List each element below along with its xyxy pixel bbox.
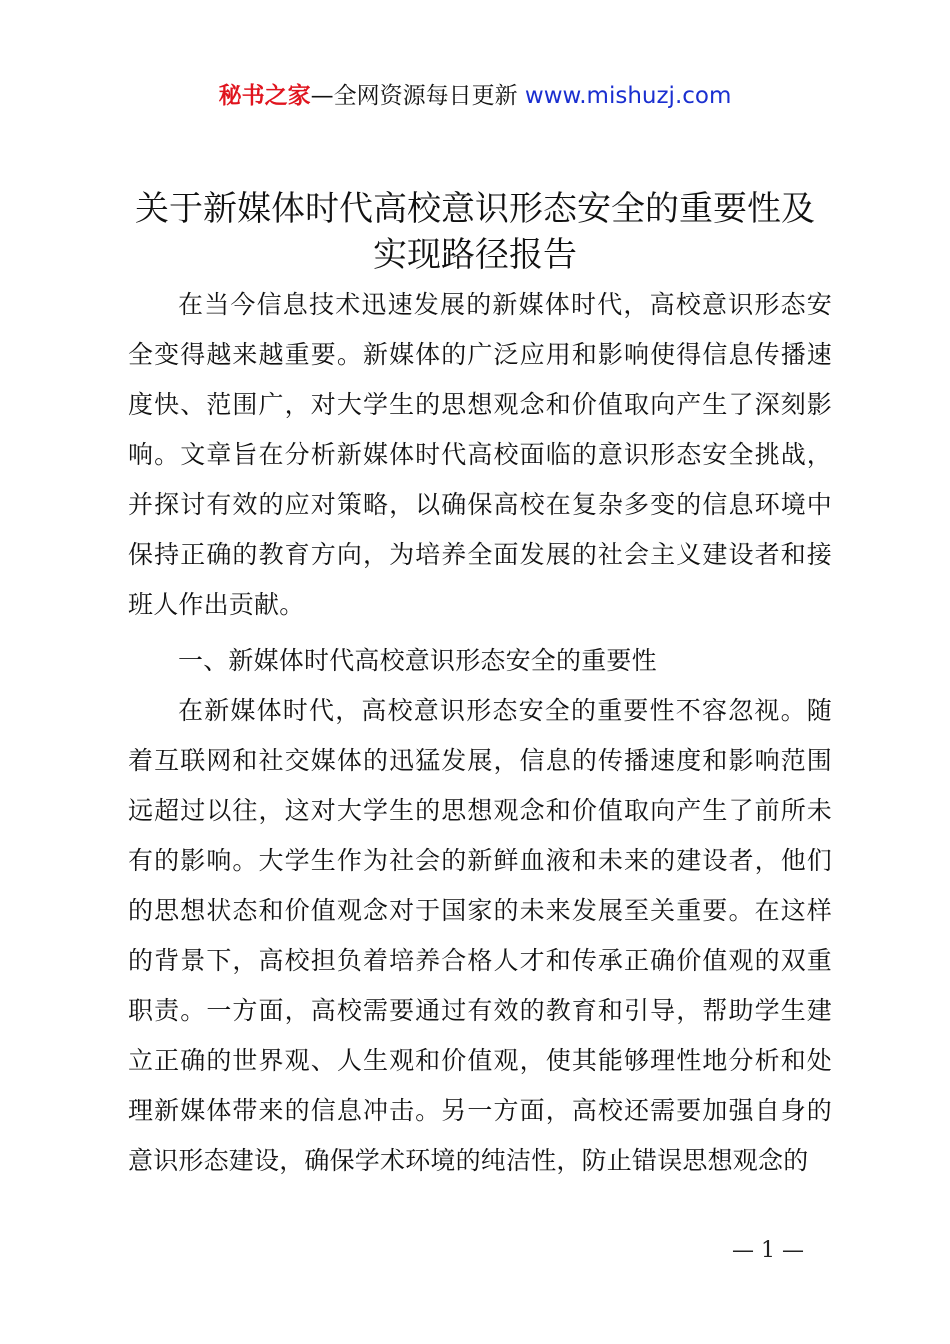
document-body <box>128 280 832 1186</box>
document-title <box>100 186 850 278</box>
section-paragraph-1: 在新媒体时代，高校意识形态安全的重要性不容忽视。随着互联网和社交媒体的迅猛发展，信息的传播速度和影响范围远超过以往，这对大学生的思想观念和价值取向产生了前所未有的影响。大学生作为社会的新鲜血液和未来的建设者，他们的思想状态和价值观念对于国家的未来发展至关重要。在这样的背景下，高校担负着培养合格人才和传承正确价值观的双重职责。一方面，高校需要通过有效的教育和引导，帮助学生建立正确的世界观、人生观和价值观，使其能够理性地分析和处理新媒体带来的信息冲击。另一方面，高校还需要加强自身的意识形态建设，确保学术环境的纯洁性，防止错误思想观念的 <box>128 696 832 1175</box>
title-line-2: 实现路径报告 <box>373 235 577 275</box>
site-header-banner <box>0 80 950 112</box>
site-url-link[interactable]: www.mishuzj.com <box>524 83 732 109</box>
page-number: — 1 — <box>732 1238 804 1263</box>
brand-name: 秘书之家 <box>218 83 311 109</box>
title-line-1: 关于新媒体时代高校意识形态安全的重要性及 <box>135 189 815 229</box>
header-slogan: —全网资源每日更新 <box>310 83 525 109</box>
section-heading-1: 一、新媒体时代高校意识形态安全的重要性 <box>178 646 657 675</box>
intro-paragraph: 在当今信息技术迅速发展的新媒体时代，高校意识形态安全变得越来越重要。新媒体的广泛应用和影响使得信息传播速度快、范围广，对大学生的思想观念和价值取向产生了深刻影响。文章旨在分析新媒体时代高校面临的意识形态安全挑战，并探讨有效的应对策略，以确保高校在复杂多变的信息环境中保持正确的教育方向，为培养全面发展的社会主义建设者和接班人作出贡献。 <box>128 290 832 619</box>
